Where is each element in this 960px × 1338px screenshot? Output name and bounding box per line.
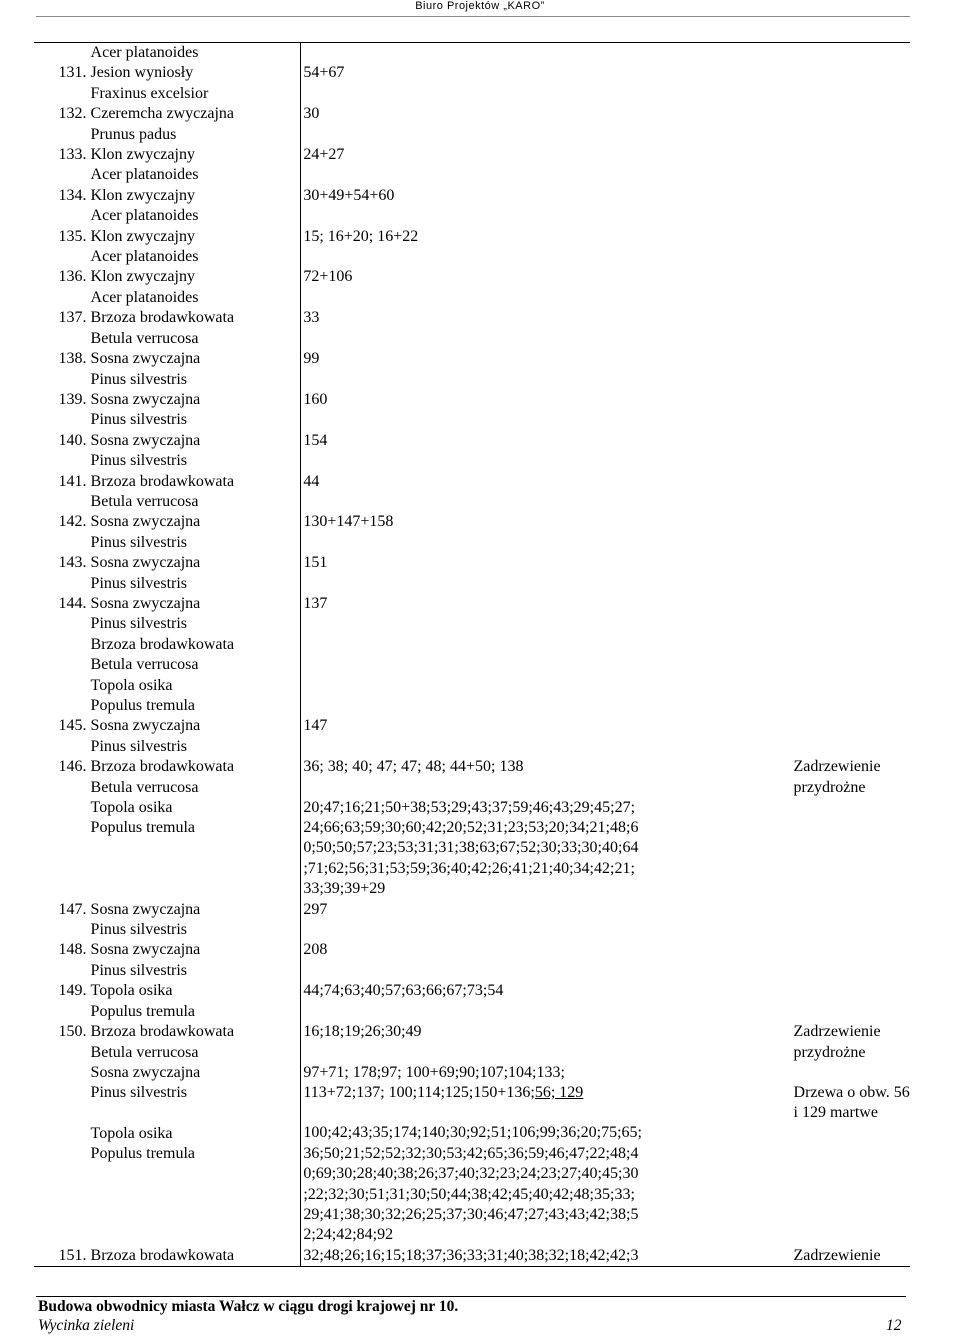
species-name: Klon zwyczajny [90, 186, 195, 204]
species-cell [88, 900, 301, 941]
species-name: Czeremcha zwyczajna [90, 105, 235, 123]
table-row [34, 267, 910, 308]
species-name: Klon zwyczajny [90, 146, 195, 164]
table-row [34, 594, 910, 716]
table-row [34, 900, 910, 941]
species-name: Sosna zwyczajna [90, 431, 201, 449]
species-cell [88, 553, 301, 594]
remarks-cell [794, 186, 910, 227]
table-row [34, 145, 910, 186]
circumference-cell [301, 104, 794, 145]
species-name: Pinus silvestris [90, 737, 188, 755]
circumference-values: 33 [303, 309, 320, 327]
row-number: 131. [58, 64, 87, 82]
table-row [34, 349, 910, 390]
circumference-values: 32;48;26;16;15;18;37;36;33;31;40;38;32;18;42;42;3 [303, 1246, 639, 1264]
table-row [34, 716, 910, 757]
species-cell [88, 145, 301, 186]
species-name: Pinus silvestris [90, 452, 188, 470]
circumference-values: 147 [303, 717, 328, 735]
species-name: Topola osika [90, 676, 173, 694]
circumference-cell [301, 267, 794, 308]
circumference-cell [301, 594, 794, 716]
species-cell [88, 716, 301, 757]
remarks-cell [794, 512, 910, 553]
species-cell [88, 267, 301, 308]
remarks-cell [794, 390, 910, 431]
species-name: Betula verrucosa [90, 778, 199, 796]
remark-text: przydrożne [793, 778, 866, 796]
species-cell [88, 472, 301, 513]
row-number: 134. [58, 186, 87, 204]
species-name: Acer platanoides [90, 44, 199, 61]
circumference-values: 0;50;50;57;23;53;31;31;38;63;67;52;30;33;30;40;64 [303, 839, 639, 857]
row-number: 150. [58, 1023, 87, 1041]
circumference-cell [301, 227, 794, 268]
circumference-cell [301, 349, 794, 390]
species-cell [88, 1246, 301, 1267]
circumference-values: 99 [303, 350, 320, 368]
circumference-values: 151 [303, 554, 328, 572]
circumference-values: 15; 16+20; 16+22 [303, 227, 419, 245]
species-name [91, 1104, 301, 1124]
remarks-cell [794, 145, 910, 186]
species-cell [88, 981, 301, 1022]
circumference-cell [301, 940, 794, 981]
species-name: Populus tremula [90, 1002, 195, 1020]
species-name: Sosna zwyczajna [90, 941, 201, 959]
table-row [34, 940, 910, 981]
row-number: 146. [58, 758, 87, 776]
species-name: Sosna zwyczajna [90, 554, 201, 572]
circumference-values: 208 [303, 941, 328, 959]
species-name: Klon zwyczajny [90, 268, 195, 286]
remarks-cell [794, 431, 910, 472]
row-number: 143. [58, 554, 87, 572]
remarks-cell [794, 472, 910, 513]
circumference-cell [301, 43, 794, 64]
footer-subtitle: Wycinka zieleni [38, 1317, 135, 1334]
species-name: Brzoza brodawkowata [90, 472, 235, 490]
tree-inventory-table [34, 42, 910, 1267]
species-name: Populus tremula [90, 1145, 195, 1163]
species-name: Pinus silvestris [90, 961, 188, 979]
circumference-values: 16;18;19;26;30;49 [303, 1023, 422, 1041]
dead-tree-values: 56; 129 [534, 1083, 584, 1101]
species-name: Brzoza brodawkowata [90, 1023, 235, 1041]
circumference-cell [301, 1022, 794, 1246]
species-name: Acer platanoides [90, 166, 199, 184]
circumference-cell [301, 900, 794, 941]
remarks-cell [794, 267, 910, 308]
footer-title: Budowa obwodnicy miasta Wałcz w ciągu drogi krajowej nr 10. [38, 1298, 459, 1315]
species-name: Betula verrucosa [90, 1043, 199, 1061]
table-row [34, 431, 910, 472]
species-name: Populus tremula [90, 819, 195, 837]
circumference-values: 113+72;137; 100;114;125;150+136;56; 129 [303, 1083, 584, 1101]
remarks-cell [794, 900, 910, 941]
circumference-cell [301, 472, 794, 513]
species-name: Jesion wyniosły [90, 64, 194, 82]
circumference-values: 20;47;16;21;50+38;53;29;43;37;59;46;43;29;45;27; [303, 798, 636, 816]
circumference-values: 44 [303, 472, 320, 490]
circumference-values: 2;24;42;84;92 [303, 1226, 394, 1244]
row-number: 142. [58, 513, 87, 531]
species-name: Sosna zwyczajna [90, 390, 201, 408]
species-cell [88, 43, 301, 64]
circumference-cell [301, 553, 794, 594]
species-cell [88, 186, 301, 227]
circumference-values: 160 [303, 390, 328, 408]
remarks-cell [794, 940, 910, 981]
species-cell [88, 104, 301, 145]
species-name: Sosna zwyczajna [90, 1063, 201, 1081]
table-row [34, 227, 910, 268]
species-name: Topola osika [90, 1124, 173, 1142]
circumference-values: 44;74;63;40;57;63;66;67;73;54 [303, 982, 504, 1000]
remarks-cell [794, 553, 910, 594]
circumference-cell [301, 390, 794, 431]
remarks-cell [794, 1022, 910, 1246]
species-cell [88, 757, 301, 899]
circumference-values: 100;42;43;35;174;140;30;92;51;106;99;36;20;75;65; [303, 1124, 642, 1142]
circumference-cell [301, 431, 794, 472]
circumference-values: 97+71; 178;97; 100+69;90;107;104;133; [303, 1063, 565, 1081]
remarks-cell [794, 349, 910, 390]
footer-rule [36, 1296, 906, 1297]
species-name: Fraxinus excelsior [90, 84, 209, 102]
circumference-values [303, 1043, 793, 1063]
species-cell [88, 308, 301, 349]
row-number: 149. [58, 982, 87, 1000]
circumference-cell [301, 308, 794, 349]
circumference-values: 297 [303, 900, 328, 918]
species-name: Pinus silvestris [90, 921, 188, 939]
remarks-cell [794, 1246, 910, 1267]
remarks-cell [794, 104, 910, 145]
row-number: 136. [58, 268, 87, 286]
remark-text: Zadrzewienie [793, 758, 881, 776]
species-cell [88, 63, 301, 104]
page-number: 12 [886, 1317, 902, 1334]
circumference-values: 72+106 [303, 268, 353, 286]
remarks-cell [794, 757, 910, 899]
table-row [34, 104, 910, 145]
row-number: 137. [58, 309, 87, 327]
species-name: Betula verrucosa [90, 492, 199, 510]
species-cell [88, 227, 301, 268]
circumference-cell [301, 981, 794, 1022]
row-number: 140. [58, 431, 87, 449]
table-row [34, 43, 910, 64]
circumference-values: 29;41;38;30;32;26;25;37;30;46;47;27;43;43;42;38;5 [303, 1205, 639, 1223]
row-number: 138. [58, 350, 87, 368]
circumference-values: 154 [303, 431, 328, 449]
table-row [34, 390, 910, 431]
species-cell [88, 349, 301, 390]
species-name: Sosna zwyczajna [90, 717, 201, 735]
species-name: Brzoza brodawkowata [90, 309, 235, 327]
circumference-values: 36; 38; 40; 47; 47; 48; 44+50; 138 [303, 758, 524, 776]
circumference-cell [301, 716, 794, 757]
row-number: 139. [58, 390, 87, 408]
row-number: 151. [34, 1246, 88, 1267]
species-name: Betula verrucosa [90, 329, 199, 347]
table-row [34, 1246, 910, 1267]
species-cell [88, 512, 301, 553]
species-name: Topola osika [90, 982, 173, 1000]
circumference-values: 24;66;63;59;30;60;42;20;52;31;23;53;20;34;21;48;6 [303, 819, 639, 837]
row-number: 133. [58, 146, 87, 164]
species-cell [88, 940, 301, 981]
remark-text: przydrożne [793, 1043, 866, 1061]
species-name: Acer platanoides [90, 288, 199, 306]
row-number: 135. [58, 227, 87, 245]
species-cell [88, 1022, 301, 1246]
species-cell [88, 390, 301, 431]
table-row [34, 553, 910, 594]
circumference-values: 24+27 [303, 146, 345, 164]
circumference-values: ;22;32;30;51;31;30;50;44;38;42;45;40;42;48;35;33; [303, 1185, 635, 1203]
species-cell [88, 594, 301, 716]
page-header: Biuro Projektów „KARO” [415, 0, 545, 12]
species-name: Brzoza brodawkowata [90, 635, 235, 653]
species-name: Betula verrucosa [90, 656, 199, 674]
circumference-values: ;71;62;56;31;53;59;36;40;42;26;41;21;40;34;42;21; [303, 859, 635, 877]
circumference-values: 130+147+158 [303, 513, 394, 531]
circumference-values: 33;39;39+29 [303, 880, 386, 898]
remarks-cell [794, 227, 910, 268]
remark-text: Zadrzewienie [793, 1246, 881, 1264]
remark-text [794, 1063, 910, 1083]
remarks-cell [794, 308, 910, 349]
remarks-cell [794, 594, 910, 716]
table-row [34, 63, 910, 104]
row-number: 147. [58, 900, 87, 918]
species-name: Sosna zwyczajna [90, 513, 201, 531]
row-number: 144. [58, 594, 87, 612]
species-name: Prunus padus [90, 125, 177, 143]
remarks-cell [794, 981, 910, 1022]
species-name: Sosna zwyczajna [90, 900, 201, 918]
row-number: 148. [58, 941, 87, 959]
species-name: Pinus silvestris [90, 1084, 188, 1102]
header-rule [36, 16, 910, 17]
row-number: 132. [58, 105, 87, 123]
species-name: Brzoza brodawkowata [90, 1246, 235, 1264]
circumference-cell [301, 186, 794, 227]
circumference-values: 30 [303, 105, 320, 123]
row-number [34, 43, 88, 64]
circumference-values [303, 1103, 793, 1123]
species-name: Populus tremula [90, 697, 195, 714]
species-name: Pinus silvestris [90, 574, 188, 592]
species-name: Klon zwyczajny [90, 227, 195, 245]
remarks-cell [794, 716, 910, 757]
circumference-values: 137 [303, 594, 328, 612]
row-number: 141. [58, 472, 87, 490]
remark-text: Drzewa o obw. 56 i 129 martwe [793, 1083, 910, 1122]
table-row [34, 472, 910, 513]
species-cell [88, 431, 301, 472]
species-name: Pinus silvestris [90, 533, 188, 551]
circumference-values: 0;69;30;28;40;38;26;37;40;32;23;24;23;27;40;45;30 [303, 1165, 639, 1183]
species-name: Pinus silvestris [90, 615, 188, 633]
circumference-cell [301, 512, 794, 553]
species-name: Pinus silvestris [90, 370, 188, 388]
remarks-cell [794, 43, 910, 64]
table-row [34, 512, 910, 553]
table-row [34, 981, 910, 1022]
species-name: Sosna zwyczajna [90, 594, 201, 612]
species-name: Topola osika [90, 799, 173, 817]
species-name: Brzoza brodawkowata [90, 758, 235, 776]
circumference-values [303, 778, 793, 798]
species-name: Pinus silvestris [90, 411, 188, 429]
circumference-values: 54+67 [303, 64, 345, 82]
circumference-values [303, 43, 793, 63]
table-row [34, 757, 910, 899]
species-name: Acer platanoides [90, 248, 199, 266]
table-row [34, 308, 910, 349]
species-name: Acer platanoides [90, 207, 199, 225]
circumference-values: 36;50;21;52;52;32;30;53;42;65;36;59;46;47;22;48;4 [303, 1144, 639, 1162]
circumference-cell [301, 145, 794, 186]
table-row [34, 1022, 910, 1246]
row-number: 145. [58, 717, 87, 735]
circumference-cell [301, 1246, 794, 1267]
species-name: Sosna zwyczajna [90, 350, 201, 368]
remarks-cell [794, 63, 910, 104]
circumference-values: 30+49+54+60 [303, 186, 395, 204]
circumference-cell [301, 757, 794, 899]
table-row [34, 186, 910, 227]
remark-text: Zadrzewienie [793, 1023, 881, 1041]
circumference-cell [301, 63, 794, 104]
